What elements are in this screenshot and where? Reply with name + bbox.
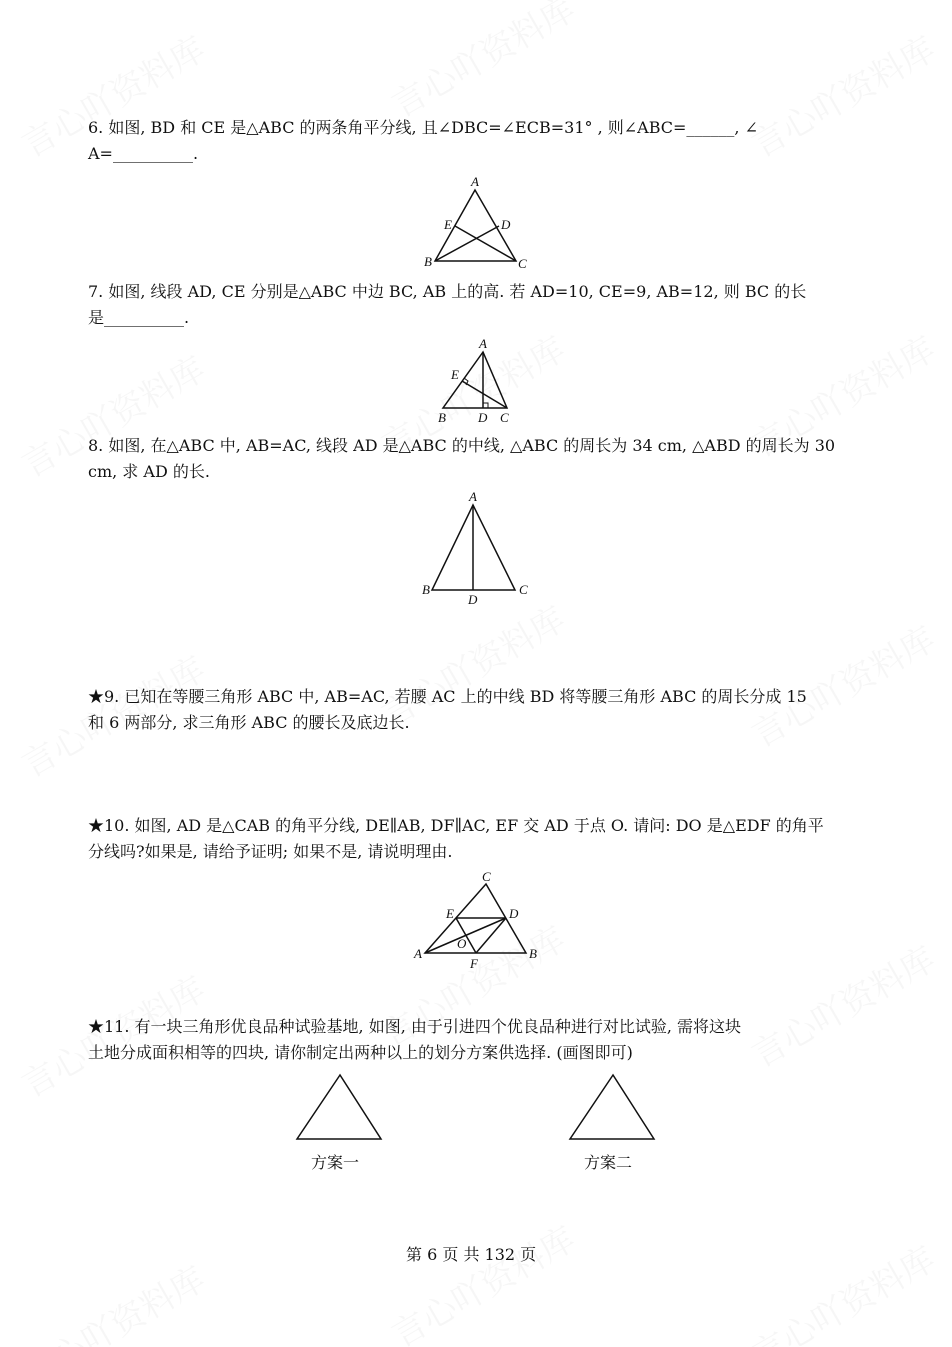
label-d: D	[509, 906, 519, 921]
figure-q6	[424, 174, 527, 271]
question-8-line1: 8. 如图, 在△ABC 中, AB=AC, 线段 AD 是△ABC 的中线, △ABC 的周长为 34 cm, △ABD 的周长为 30	[88, 436, 836, 455]
label-a: A	[479, 336, 487, 351]
label-d: D	[478, 410, 488, 425]
question-9-line2: 和 6 两部分, 求三角形 ABC 的腰长及底边长.	[88, 713, 410, 732]
question-7-line2: 是__________.	[88, 308, 190, 327]
question-7-line1: 7. 如图, 线段 AD, CE 分别是△ABC 中边 BC, AB 上的高. 若 AD=10, CE=9, AB=12, 则 BC 的长	[88, 282, 807, 301]
question-8-line2: cm, 求 AD 的长.	[88, 462, 210, 481]
label-b: B	[529, 946, 537, 961]
label-c: C	[500, 410, 509, 425]
label-b: B	[424, 254, 432, 269]
label-c: C	[519, 582, 528, 597]
question-10-line1: ★10. 如图, AD 是△CAB 的角平分线, DE∥AB, DF∥AC, EF 交 AD 于点 O. 请问: DO 是△EDF 的角平	[88, 816, 824, 835]
plan-2-label: 方案二	[584, 1153, 633, 1172]
label-a: A	[471, 174, 479, 189]
page-footer: 第 6 页 共 132 页	[406, 1245, 537, 1264]
label-c: C	[518, 256, 527, 271]
label-f: F	[470, 956, 478, 971]
label-a: A	[414, 946, 422, 961]
label-b: B	[438, 410, 446, 425]
label-e: E	[451, 367, 459, 382]
label-c: C	[482, 869, 491, 884]
figure-q7	[438, 336, 509, 425]
label-a: A	[469, 489, 477, 504]
label-d: D	[468, 592, 478, 607]
question-11-line1: ★11. 有一块三角形优良品种试验基地, 如图, 由于引进四个优良品种进行对比试验, 需将这块	[88, 1017, 742, 1036]
question-11-line2: 土地分成面积相等的四块, 请你制定出两种以上的划分方案供选择. (画图即可)	[88, 1043, 633, 1062]
question-9-line1: ★9. 已知在等腰三角形 ABC 中, AB=AC, 若腰 AC 上的中线 BD 将等腰三角形 ABC 的周长分成 15	[88, 687, 807, 706]
figure-q10	[413, 869, 537, 971]
figure-q11	[297, 1075, 654, 1139]
label-e: E	[446, 906, 454, 921]
figure-q8	[422, 489, 528, 607]
label-o: O	[457, 936, 467, 951]
question-6-line1: 6. 如图, BD 和 CE 是△ABC 的两条角平分线, 且∠DBC=∠ECB=31° , 则∠ABC=______, ∠	[88, 118, 758, 137]
label-d: D	[501, 217, 511, 232]
plan-1-label: 方案一	[311, 1153, 360, 1172]
label-b: B	[422, 582, 430, 597]
question-10-line2: 分线吗?如果是, 请给予证明; 如果不是, 请说明理由.	[88, 842, 453, 861]
question-6-line2: A=__________.	[88, 144, 199, 163]
label-e: E	[444, 217, 452, 232]
